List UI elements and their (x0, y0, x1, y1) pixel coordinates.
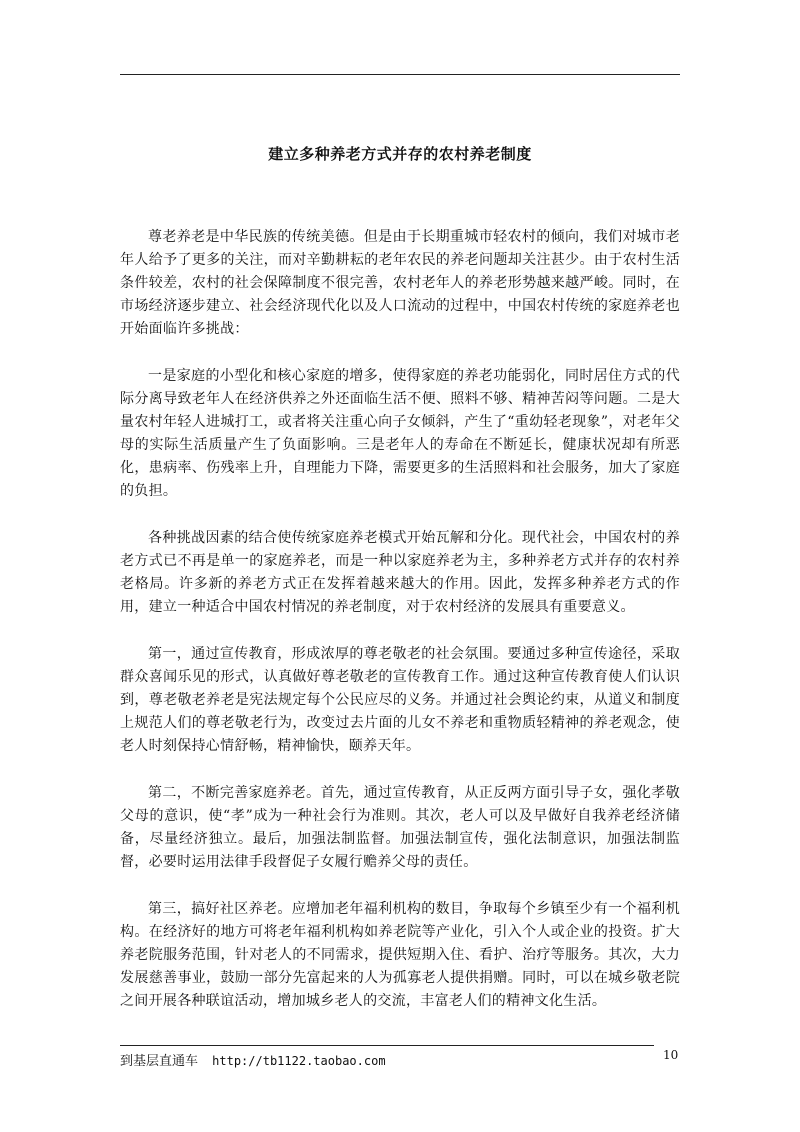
footer-label: 到基层直通车 (120, 1054, 199, 1069)
paragraph: 一是家庭的小型化和核心家庭的增多，使得家庭的养老功能弱化，同时居住方式的代际分离导致老年人在经济供养之外还面临生活不便、照料不够、精神苦闷等问题。二是大量农村年轻人进城打工，或者将关注重心向子女倾斜，产生了“重幼轻老现象”，对老年父母的实际生活质量产生了负面影响。三是老年人的寿命在不断延长，健康状况却有所恶化，患病率、伤残率上升，自理能力下降，需要更多的生活照料和社会服务，加大了家庭的负担。 (120, 368, 680, 499)
footer (120, 1050, 386, 1069)
document-title: 建立多种养老方式并存的农村养老制度 (268, 145, 532, 163)
header-rule (120, 74, 680, 75)
paragraph: 第二，不断完善家庭养老。首先，通过宣传教育，从正反两方面引导子女，强化孝敬父母的意识，使“孝”成为一种社会行为准则。其次，老人可以及早做好自我养老经济储备，尽量经济独立。最后，加强法制监督。加强法制宣传，强化法制意识，加强法制监督，必要时运用法律手段督促子女履行赡养父母的责任。 (120, 785, 680, 870)
paragraph: 各种挑战因素的结合使传统家庭养老模式开始瓦解和分化。现代社会，中国农村的养老方式已不再是单一的家庭养老，而是一种以家庭养老为主，多种养老方式并存的农村养老格局。许多新的养老方式正在发挥着越来越大的作用。因此，发挥多种养老方式的作用，建立一种适合中国农村情况的养老制度，对于农村经济的发展具有重要意义。 (120, 530, 680, 615)
page-number: 10 (663, 1048, 679, 1062)
footer-rule (120, 1045, 654, 1046)
paragraph: 尊老养老是中华民族的传统美德。但是由于长期重城市轻农村的倾向，我们对城市老年人给予了更多的关注，而对辛勤耕耘的老年农民的养老问题却关注甚少。由于农村生活条件较差，农村的社会保障制度不很完善，农村老年人的养老形势越来越严峻。同时，在市场经济逐步建立、社会经济现代化以及人口流动的过程中，中国农村传统的家庭养老也开始面临许多挑战： (120, 229, 680, 337)
document-body (120, 226, 680, 1037)
footer-link[interactable]: http://tb1122.taobao.com (212, 1054, 386, 1068)
paragraph: 第三，搞好社区养老。应增加老年福利机构的数目，争取每个乡镇至少有一个福利机构。在经济好的地方可将老年福利机构如养老院等产业化，引入个人或企业的投资。扩大养老院服务范围，针对老人的不同需求，提供短期入住、看护、治疗等服务。其次，大力发展慈善事业，鼓励一部分先富起来的人为孤寡老人提供捐赠。同时，可以在城乡敬老院之间开展各种联谊活动，增加城乡老人的交流，丰富老人们的精神文化生活。 (120, 901, 680, 1009)
paragraph: 第一，通过宣传教育，形成浓厚的尊老敬老的社会氛围。要通过多种宣传途径，采取群众喜闻乐见的形式，认真做好尊老敬老的宣传教育工作。通过这种宣传教育使人们认识到，尊老敬老养老是宪法规定每个公民应尽的义务。并通过社会舆论约束，从道义和制度上规范人们的尊老敬老行为，改变过去片面的儿女不养老和重物质轻精神的养老观念，使老人时刻保持心情舒畅，精神愉快，颐养天年。 (120, 646, 680, 754)
